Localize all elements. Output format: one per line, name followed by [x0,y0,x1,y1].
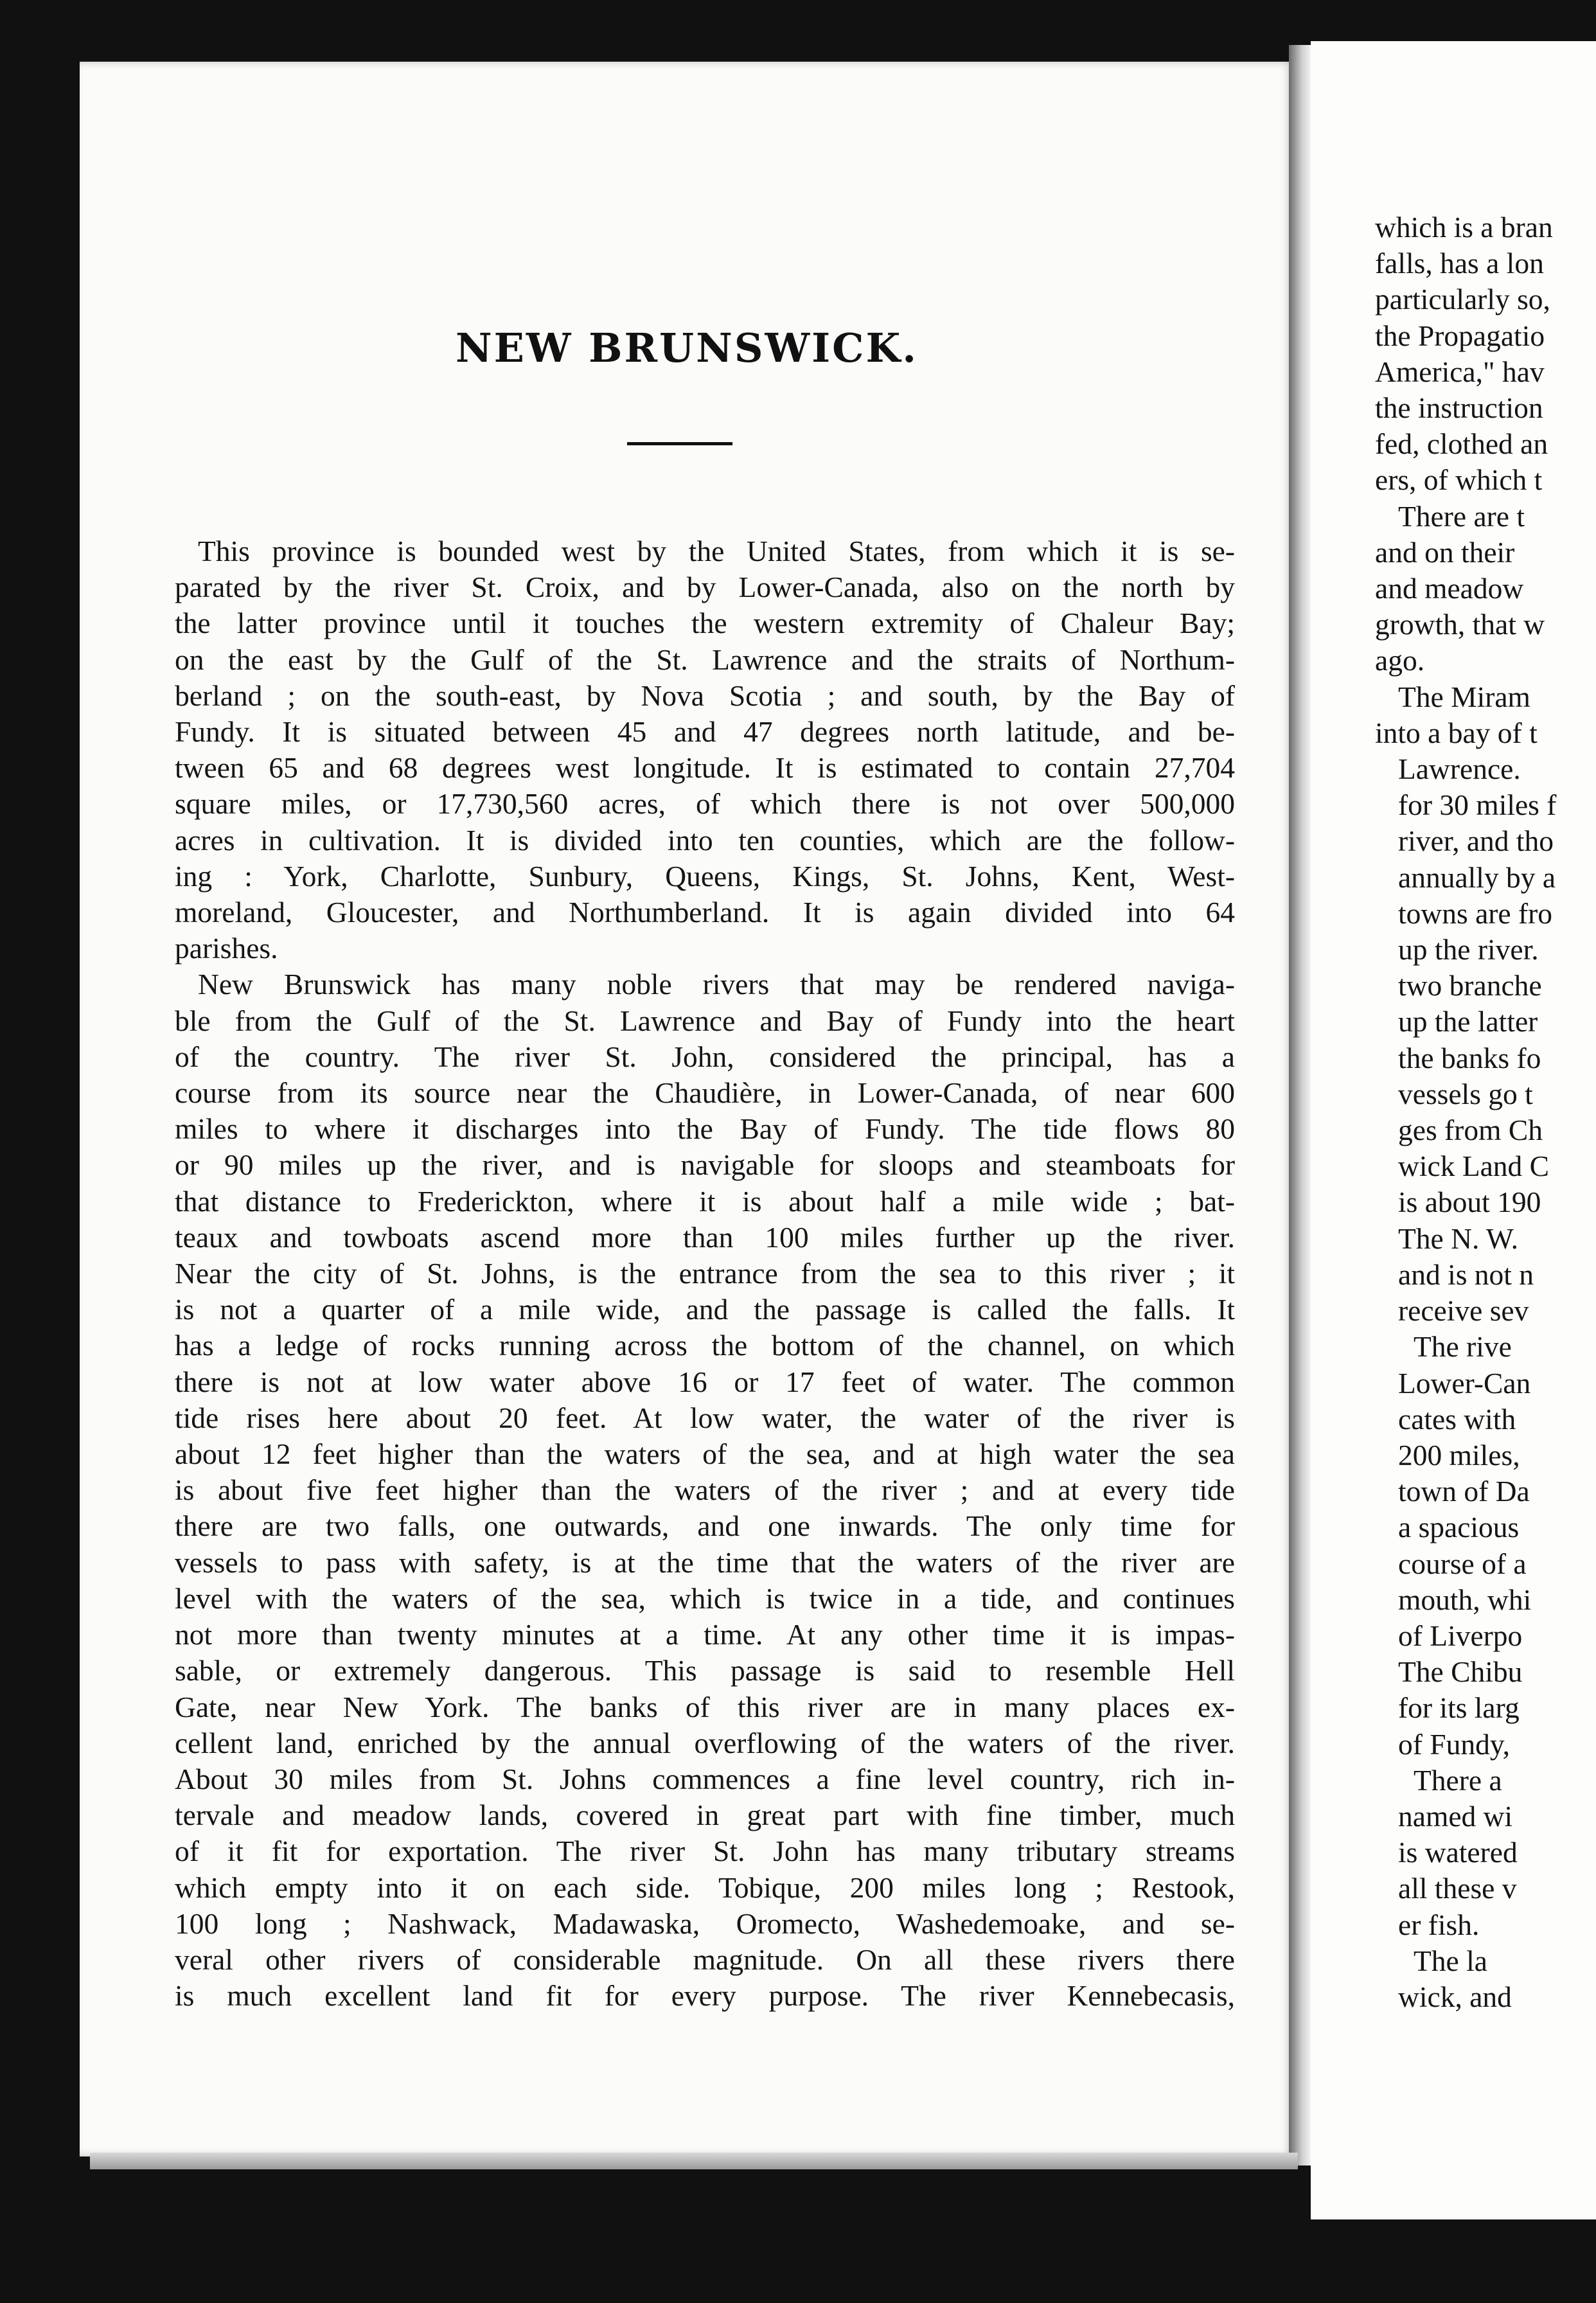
text-line: ago. [1375,644,1425,677]
right-page-body [1375,209,1596,2015]
text-line: wick Land C [1398,1150,1550,1183]
text-line: about 12 feet higher than the waters of the sea, and at high water the sea [175,1437,1235,1471]
text-line: into a bay of t [1375,716,1538,749]
text-line: vessels go t [1398,1077,1533,1110]
text-line: New Brunswick has many noble rivers that may be rendered naviga- [198,968,1235,1001]
title-divider [627,442,732,445]
text-line: teaux and towboats ascend more than 100 miles further up the river. [175,1220,1235,1254]
text-line: America," hav [1375,355,1545,388]
text-line: which empty into it on each side. Tobique, 200 miles long ; Restook, [175,1871,1235,1904]
text-line: The Miram [1398,680,1530,713]
text-line: 200 miles, [1398,1438,1520,1472]
left-page-body [175,533,1235,2014]
text-line: tervale and meadow lands, covered in great part with fine timber, much [175,1799,1235,1832]
text-line: There are t [1398,499,1525,533]
text-line: is about five feet higher than the waters of the river ; and at every tide [175,1473,1235,1507]
page-bottom-edge [90,2153,1298,2169]
text-line: tween 65 and 68 degrees west longitude. It is estimated to contain 27,704 [175,751,1235,785]
text-line: of Liverpo [1398,1619,1523,1652]
text-line: growth, that w [1375,608,1545,641]
text-line: Lower-Can [1398,1366,1531,1400]
text-line: the latter province until it touches the western extremity of Chaleur Bay; [175,607,1235,640]
text-line: river, and tho [1398,824,1554,858]
text-line: towns are fro [1398,896,1553,930]
text-line: ges from Ch [1398,1114,1543,1147]
text-line: the Propagatio [1375,319,1545,352]
text-line: ers, of which t [1375,463,1543,497]
text-line: 100 long ; Nashwack, Madawaska, Oromecto, Washedemoake, and se- [175,1907,1235,1940]
text-line: for 30 miles f [1398,788,1557,822]
text-line: sable, or extremely dangerous. This passage is said to resemble Hell [175,1654,1235,1687]
text-line: there is not at low water above 16 or 17 feet of water. The common [175,1365,1235,1398]
text-line: is watered [1398,1836,1518,1869]
text-line: there are two falls, one outwards, and one inwards. The only time for [175,1509,1235,1543]
text-line: named wi [1398,1799,1513,1833]
text-line: a spacious [1398,1511,1520,1544]
text-line: There a [1414,1763,1502,1797]
text-line: receive sev [1398,1294,1529,1328]
text-line: The N. W. [1398,1222,1519,1255]
text-line: Fundy. It is situated between 45 and 47 degrees north latitude, and be- [175,715,1235,749]
text-line: miles to where it discharges into the Bay of Fundy. The tide flows 80 [175,1112,1235,1146]
text-line: Near the city of St. Johns, is the entrance from the sea to this river ; it [175,1257,1235,1290]
text-line: level with the waters of the sea, which is twice in a tide, and continues [175,1581,1235,1615]
text-line: is much excellent land fit for every purpose. The river Kennebecasis, [175,1979,1235,2013]
text-line: mouth, whi [1398,1583,1532,1616]
text-line: acres in cultivation. It is divided into ten counties, which are the follow- [175,823,1235,857]
text-line: is about 190 [1398,1186,1541,1219]
text-line: wick, and [1398,1980,1512,2013]
text-line: square miles, or 17,730,560 acres, of which there is not over 500,000 [175,787,1235,821]
text-line: and meadow [1375,572,1524,605]
text-line: has a ledge of rocks running across the bottom of the channel, on which [175,1329,1235,1362]
text-line: of the country. The river St. John, considered the principal, has a [175,1040,1235,1073]
text-line: all these v [1398,1872,1517,1905]
text-line: course from its source near the Chaudière, in Lower-Canada, of near 600 [175,1076,1235,1110]
text-line: on the east by the Gulf of the St. Lawrence and the straits of Northum- [175,643,1235,676]
text-line: up the river. [1398,933,1539,966]
page-title: NEW BRUNSWICK. [455,325,919,371]
text-line: This province is bounded west by the United States, from which it is se- [198,535,1235,567]
text-line: Gate, near New York. The banks of this river are in many places ex- [175,1690,1235,1723]
text-line: of it fit for exportation. The river St. John has many tributary streams [175,1835,1235,1868]
text-line: The Chibu [1398,1655,1523,1689]
text-line: town of Da [1398,1475,1530,1508]
text-line: er fish. [1398,1908,1480,1941]
text-line: About 30 miles from St. Johns commences a fine level country, rich in- [175,1762,1235,1795]
text-line: Lawrence. [1398,752,1521,786]
text-line: not more than twenty minutes at a time. At any other time it is impas- [175,1618,1235,1651]
text-line: ble from the Gulf of the St. Lawrence and Bay of Fundy into the heart [175,1004,1235,1037]
text-line: ing : York, Charlotte, Sunbury, Queens, Kings, St. Johns, Kent, West- [175,859,1235,893]
text-line: is not a quarter of a mile wide, and the passage is called the falls. It [175,1293,1235,1326]
text-line: parishes. [175,932,278,965]
text-line: which is a bran [1375,211,1553,244]
text-line: The la [1414,1944,1487,1977]
text-line: vessels to pass with safety, is at the time that the waters of the river are [175,1545,1235,1579]
text-line: or 90 miles up the river, and is navigable for sloops and steamboats for [175,1148,1235,1182]
text-line: The rive [1414,1330,1512,1364]
text-line: tide rises here about 20 feet. At low water, the water of the river is [175,1401,1235,1434]
text-line: parated by the river St. Croix, and by Lower-Canada, also on the north by [175,571,1235,604]
text-line: cellent land, enriched by the annual overflowing of the waters of the river. [175,1726,1235,1759]
text-line: falls, has a lon [1375,247,1544,280]
text-line: annually by a [1398,860,1556,894]
text-line: two branche [1398,969,1542,1002]
text-line: fed, clothed an [1375,427,1548,461]
text-line: veral other rivers of considerable magnitude. On all these rivers there [175,1943,1235,1976]
text-line: and is not n [1398,1258,1534,1291]
text-line: the banks fo [1398,1041,1541,1074]
text-line: particularly so, [1375,283,1550,316]
text-line: up the latter [1398,1005,1538,1038]
text-line: for its larg [1398,1691,1520,1725]
text-line: and on their [1375,535,1515,569]
text-line: of Fundy, [1398,1727,1511,1761]
text-line: that distance to Frederickton, where it is about half a mile wide ; bat- [175,1184,1235,1218]
text-line: course of a [1398,1547,1527,1580]
text-line: moreland, Gloucester, and Northumberland. It is again divided into 64 [175,896,1235,929]
text-line: cates with [1398,1402,1516,1436]
text-line: the instruction [1375,391,1543,425]
text-line: berland ; on the south-east, by Nova Scotia ; and south, by the Bay of [175,679,1235,712]
